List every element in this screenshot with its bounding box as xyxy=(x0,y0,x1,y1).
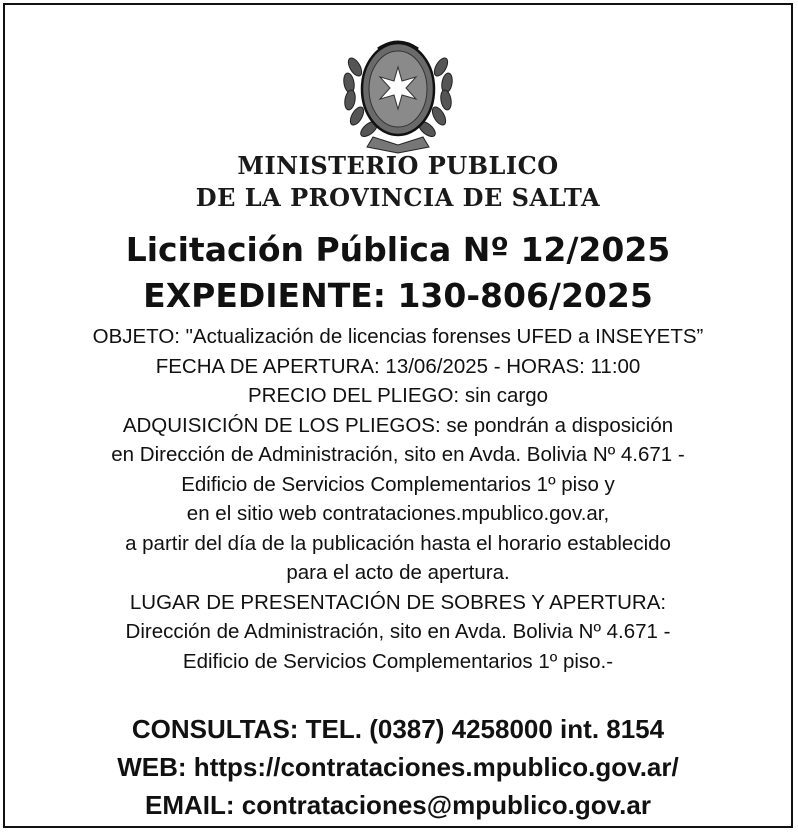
adquisicion-line-3: Edificio de Servicios Complementarios 1º piso y xyxy=(181,472,615,496)
lugar-line-2: Dirección de Administración, sito en Avda. Bolivia Nº 4.671 - xyxy=(125,620,671,643)
adquisicion-line-4: en el sitio web contrataciones.mpublico.gov.ar, xyxy=(186,502,610,525)
lugar-line-1: LUGAR DE PRESENTACIÓN DE SOBRES Y APERTURA: xyxy=(129,590,667,614)
fecha-apertura-line: FECHA DE APERTURA: 13/06/2025 - HORAS: 11:00 xyxy=(155,354,641,378)
objeto-line: OBJETO: "Actualización de licencias forenses UFED a INSEYETS” xyxy=(92,325,704,348)
adquisicion-line-5: a partir del día de la publicación hasta el horario establecido xyxy=(125,531,671,555)
contact-block xyxy=(5,710,791,824)
precio-pliego-line: PRECIO DEL PLIEGO: sin cargo xyxy=(247,384,548,407)
expediente-number: EXPEDIENTE: 130-806/2025 xyxy=(143,276,653,315)
tender-title: Licitación Pública Nº 12/2025 xyxy=(125,230,671,269)
web-link[interactable]: WEB: https://contrataciones.mpublico.gov.ar/ xyxy=(117,752,679,782)
org-name-line1: MINISTERIO PUBLICO xyxy=(237,151,559,180)
lugar-line-3: Edificio de Servicios Complementarios 1º piso.- xyxy=(182,649,614,673)
email-link[interactable]: EMAIL: contrataciones@mpublico.gov.ar xyxy=(145,790,651,820)
provincial-seal-icon xyxy=(333,27,463,155)
notice-body xyxy=(5,322,791,676)
seal-container xyxy=(5,27,791,155)
adquisicion-line-2: en Dirección de Administración, sito en Avda. Bolivia Nº 4.671 - xyxy=(111,443,685,466)
adquisicion-line-1: ADQUISICIÓN DE LOS PLIEGOS: se pondrán a disposición xyxy=(122,413,674,437)
consultas-phone: CONSULTAS: TEL. (0387) 4258000 int. 8154 xyxy=(131,714,665,744)
adquisicion-line-6: para el acto de apertura. xyxy=(286,561,510,584)
org-name-line2: DE LA PROVINCIA DE SALTA xyxy=(195,183,601,212)
notice-frame xyxy=(3,3,793,828)
